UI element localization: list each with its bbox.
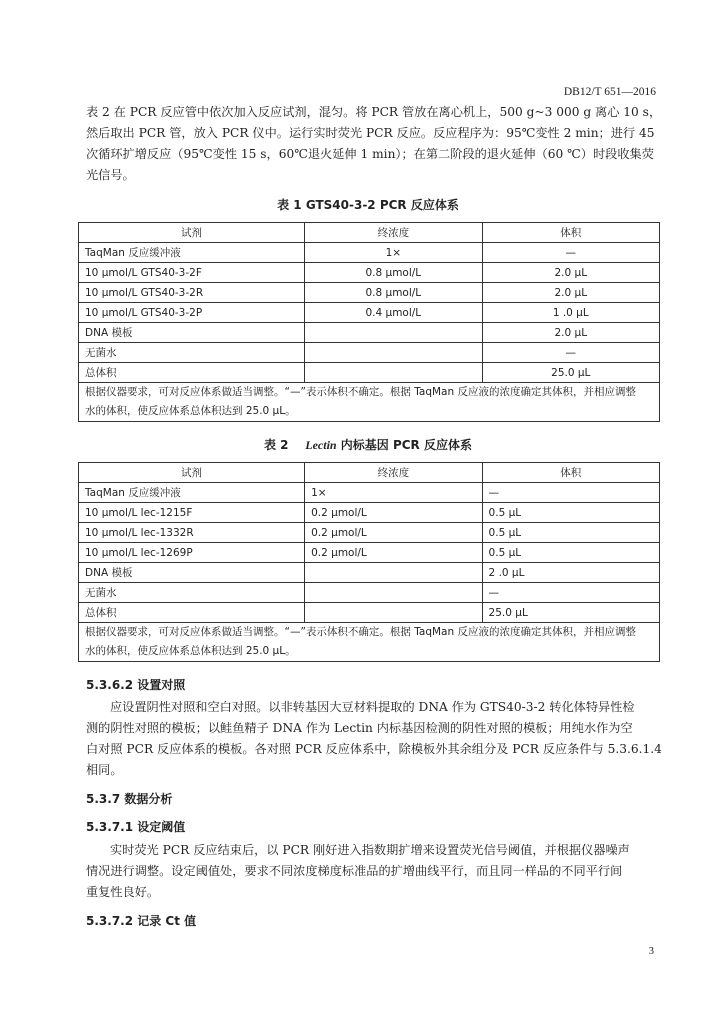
body-line: 应设置阴性对照和空白对照。以非转基因大豆材料提取的 DNA 作为 GTS40-3-2 转化体特异性检 (110, 700, 635, 714)
table-note (79, 383, 660, 422)
table2 (78, 462, 660, 662)
body-line: 重复性良好。 (86, 885, 160, 899)
table-row (79, 343, 660, 363)
volume-cell: 1 .0 μL (482, 303, 659, 323)
reagent-cell: TaqMan 反应缓冲液 (79, 243, 305, 263)
concentration-cell: 0.2 μmol/L (305, 543, 482, 563)
reagent-cell: DNA 模板 (79, 323, 305, 343)
table-row (79, 303, 660, 323)
column-header: 试剂 (79, 223, 305, 243)
concentration-cell (305, 583, 482, 603)
table-row (79, 263, 660, 283)
reagent-cell: 10 μmol/L lec-1215F (79, 503, 305, 523)
reagent-cell: 10 μmol/L GTS40-3-2P (79, 303, 305, 323)
table-note-row (79, 383, 660, 422)
volume-cell: — (482, 483, 659, 503)
volume-cell: 0.5 μL (482, 503, 659, 523)
concentration-cell: 1× (305, 483, 482, 503)
volume-cell: 25.0 μL (482, 363, 659, 383)
reagent-cell: 10 μmol/L lec-1332R (79, 523, 305, 543)
table-header-row (79, 463, 660, 483)
section-heading-537: 5.3.7 数据分析 (86, 792, 173, 806)
concentration-cell: 1× (305, 243, 482, 263)
reagent-cell: 总体积 (79, 363, 305, 383)
volume-cell: — (482, 243, 659, 263)
column-header: 体积 (482, 463, 659, 483)
table-row (79, 523, 660, 543)
reagent-cell: 10 μmol/L lec-1269P (79, 543, 305, 563)
volume-cell: 25.0 μL (482, 603, 659, 623)
section-heading-5362: 5.3.6.2 设置对照 (86, 678, 186, 692)
reagent-cell: DNA 模板 (79, 563, 305, 583)
intro-line: 次循环扩增反应（95℃变性 15 s，60℃退火延伸 1 min）；在第二阶段的退火延伸（60 ℃）时段收集荧 (86, 147, 654, 161)
reagent-cell: 10 μmol/L GTS40-3-2F (79, 263, 305, 283)
table-row (79, 543, 660, 563)
concentration-cell: 0.4 μmol/L (305, 303, 482, 323)
table-note-row (79, 623, 660, 662)
document-id: DB12/T 651—2016 (563, 86, 656, 98)
table1-caption: 表 1 GTS40-3-2 PCR 反应体系 (277, 198, 459, 212)
concentration-cell: 0.2 μmol/L (305, 523, 482, 543)
table2-caption-gene: Lectin (305, 438, 337, 452)
table-header-row (79, 223, 660, 243)
reagent-cell: 无菌水 (79, 583, 305, 603)
concentration-cell (305, 563, 482, 583)
table-row (79, 563, 660, 583)
table-row (79, 603, 660, 623)
section-heading-5372: 5.3.7.2 记录 Ct 值 (86, 914, 197, 928)
reagent-cell: 总体积 (79, 603, 305, 623)
table-note-line: 水的体积，使反应体系总体积达到 25.0 μL。 (85, 645, 296, 657)
body-line: 情况进行调整。设定阈值处，要求不同浓度梯度标准品的扩增曲线平行，而且同一样品的不同平行间 (86, 864, 623, 878)
concentration-cell (305, 343, 482, 363)
table2-caption (78, 436, 658, 453)
intro-line: 然后取出 PCR 管，放入 PCR 仪中。运行实时荧光 PCR 反应。反应程序为：95℃变性 2 min；进行 45 (86, 126, 655, 140)
table2-caption-prefix: 表 2 (264, 438, 289, 452)
body-line: 测的阴性对照的模板；以鲑鱼精子 DNA 作为 Lectin 内标基因检测的阴性对照的模板；用纯水作为空 (86, 721, 633, 735)
volume-cell: 2 .0 μL (482, 563, 659, 583)
body-line: 白对照 PCR 反应体系的模板。各对照 PCR 反应体系中，除模板外其余组分及 PCR 反应条件与 5.3.6.1.4 (86, 742, 662, 756)
concentration-cell: 0.2 μmol/L (305, 503, 482, 523)
table-row (79, 283, 660, 303)
table-note-line: 水的体积，使反应体系总体积达到 25.0 μL。 (85, 405, 296, 417)
volume-cell: — (482, 583, 659, 603)
column-header: 终浓度 (305, 223, 482, 243)
concentration-cell: 0.8 μmol/L (305, 263, 482, 283)
volume-cell: 0.5 μL (482, 543, 659, 563)
volume-cell: 2.0 μL (482, 323, 659, 343)
concentration-cell (305, 323, 482, 343)
controls-paragraph (86, 697, 662, 781)
table-row (79, 583, 660, 603)
threshold-paragraph (86, 840, 652, 903)
table-row (79, 323, 660, 343)
body-line: 实时荧光 PCR 反应结束后，以 PCR 刚好进入指数期扩增来设置荧光信号阈值，并根据仪器噪声 (110, 843, 630, 857)
table-row (79, 483, 660, 503)
table-note-line: 根据仪器要求，可对反应体系做适当调整。“—”表示体积不确定。根据 TaqMan 反应液的浓度确定其体积，并相应调整 (85, 386, 636, 398)
column-header: 体积 (482, 223, 659, 243)
table-note (79, 623, 660, 662)
volume-cell: — (482, 343, 659, 363)
page-number: 3 (648, 946, 654, 957)
intro-line: 光信号。 (86, 168, 135, 182)
table-note-line: 根据仪器要求，可对反应体系做适当调整。“—”表示体积不确定。根据 TaqMan 反应液的浓度确定其体积，并相应调整 (85, 626, 636, 638)
intro-line: 表 2 在 PCR 反应管中依次加入反应试剂，混匀。将 PCR 管放在离心机上，500 g~3 000 g 离心 10 s， (86, 105, 662, 119)
table-row (79, 363, 660, 383)
reagent-cell: 10 μmol/L GTS40-3-2R (79, 283, 305, 303)
column-header: 终浓度 (305, 463, 482, 483)
reagent-cell: TaqMan 反应缓冲液 (79, 483, 305, 503)
concentration-cell: 0.8 μmol/L (305, 283, 482, 303)
section-heading-5371: 5.3.7.1 设定阈值 (86, 820, 186, 834)
volume-cell: 2.0 μL (482, 283, 659, 303)
table1 (78, 222, 660, 422)
intro-paragraph (86, 102, 662, 186)
reagent-cell: 无菌水 (79, 343, 305, 363)
volume-cell: 0.5 μL (482, 523, 659, 543)
table2-caption-suffix: 内标基因 PCR 反应体系 (340, 438, 472, 452)
column-header: 试剂 (79, 463, 305, 483)
table-row (79, 243, 660, 263)
body-line: 相同。 (86, 763, 123, 777)
volume-cell: 2.0 μL (482, 263, 659, 283)
concentration-cell (305, 363, 482, 383)
concentration-cell (305, 603, 482, 623)
table-row (79, 503, 660, 523)
